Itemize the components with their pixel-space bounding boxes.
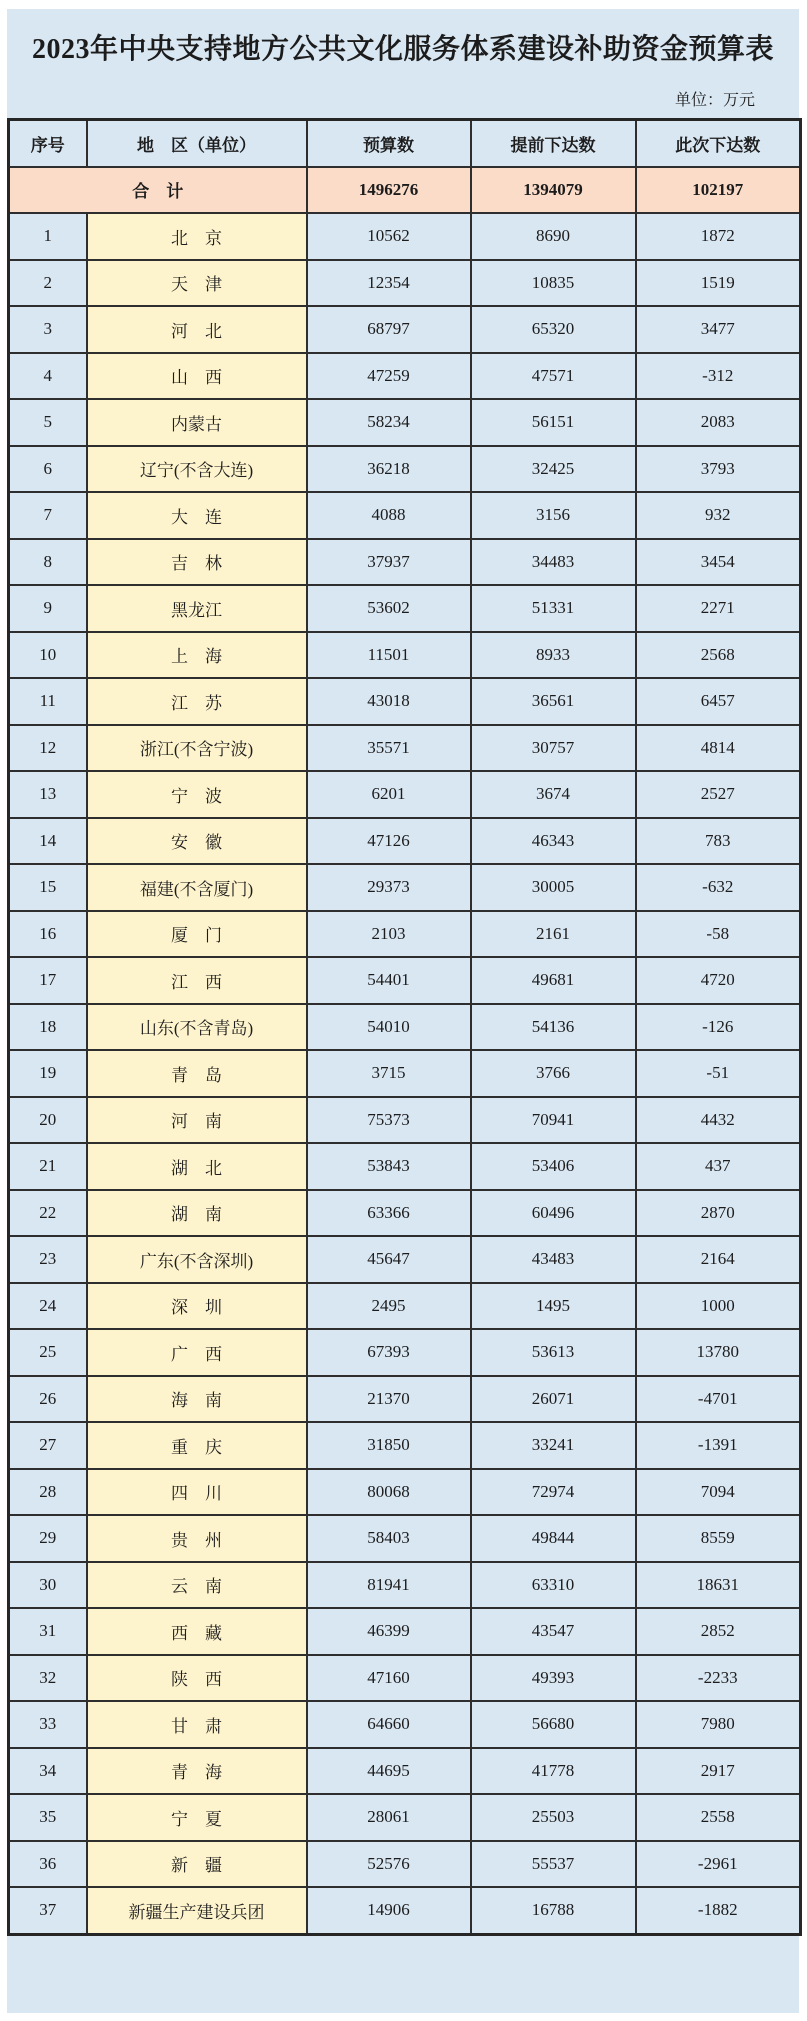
current-cell: 437 xyxy=(636,1143,801,1190)
table-row xyxy=(9,213,801,260)
current-cell: -312 xyxy=(636,353,801,400)
table-row xyxy=(9,771,801,818)
budget-cell: 68797 xyxy=(307,306,471,353)
region-cell: 辽宁(不含大连) xyxy=(87,446,307,493)
region-cell: 厦 门 xyxy=(87,911,307,958)
budget-cell: 31850 xyxy=(307,1422,471,1469)
table-row xyxy=(9,678,801,725)
region-cell: 河 北 xyxy=(87,306,307,353)
current-cell: 2527 xyxy=(636,771,801,818)
row-index-cell: 21 xyxy=(9,1143,87,1190)
row-index-cell: 6 xyxy=(9,446,87,493)
advance-cell: 72974 xyxy=(471,1469,636,1516)
table-row xyxy=(9,1376,801,1423)
total-current-value: 102197 xyxy=(636,167,801,214)
column-header-region: 地 区（单位） xyxy=(87,120,307,167)
header-row xyxy=(9,120,801,167)
budget-cell: 67393 xyxy=(307,1329,471,1376)
budget-cell: 75373 xyxy=(307,1097,471,1144)
budget-cell: 4088 xyxy=(307,492,471,539)
region-cell: 广东(不含深圳) xyxy=(87,1236,307,1283)
advance-cell: 43547 xyxy=(471,1608,636,1655)
advance-cell: 30005 xyxy=(471,864,636,911)
budget-cell: 29373 xyxy=(307,864,471,911)
current-cell: -1391 xyxy=(636,1422,801,1469)
column-header-advance: 提前下达数 xyxy=(471,120,636,167)
table-row xyxy=(9,492,801,539)
table-row xyxy=(9,260,801,307)
region-cell: 湖 南 xyxy=(87,1190,307,1237)
table-row xyxy=(9,399,801,446)
row-index-cell: 10 xyxy=(9,632,87,679)
current-cell: 7980 xyxy=(636,1701,801,1748)
region-cell: 广 西 xyxy=(87,1329,307,1376)
table-row xyxy=(9,1748,801,1795)
budget-cell: 28061 xyxy=(307,1794,471,1841)
budget-cell: 37937 xyxy=(307,539,471,586)
row-index-cell: 25 xyxy=(9,1329,87,1376)
region-cell: 深 圳 xyxy=(87,1283,307,1330)
advance-cell: 54136 xyxy=(471,1004,636,1051)
row-index-cell: 33 xyxy=(9,1701,87,1748)
row-index-cell: 24 xyxy=(9,1283,87,1330)
row-index-cell: 19 xyxy=(9,1050,87,1097)
advance-cell: 33241 xyxy=(471,1422,636,1469)
current-cell: 783 xyxy=(636,818,801,865)
row-index-cell: 1 xyxy=(9,213,87,260)
current-cell: -58 xyxy=(636,911,801,958)
total-label: 合 计 xyxy=(9,167,307,214)
budget-cell: 2103 xyxy=(307,911,471,958)
current-cell: -632 xyxy=(636,864,801,911)
advance-cell: 53406 xyxy=(471,1143,636,1190)
table-row xyxy=(9,1887,801,1934)
current-cell: 2568 xyxy=(636,632,801,679)
column-header-budget: 预算数 xyxy=(307,120,471,167)
row-index-cell: 13 xyxy=(9,771,87,818)
region-cell: 青 岛 xyxy=(87,1050,307,1097)
row-index-cell: 15 xyxy=(9,864,87,911)
region-cell: 青 海 xyxy=(87,1748,307,1795)
table-row xyxy=(9,1469,801,1516)
advance-cell: 16788 xyxy=(471,1887,636,1934)
budget-cell: 43018 xyxy=(307,678,471,725)
region-cell: 新 疆 xyxy=(87,1841,307,1888)
budget-cell: 64660 xyxy=(307,1701,471,1748)
table-row xyxy=(9,1794,801,1841)
region-cell: 贵 州 xyxy=(87,1515,307,1562)
budget-cell: 45647 xyxy=(307,1236,471,1283)
advance-cell: 60496 xyxy=(471,1190,636,1237)
row-index-cell: 28 xyxy=(9,1469,87,1516)
table-row xyxy=(9,911,801,958)
advance-cell: 34483 xyxy=(471,539,636,586)
current-cell: 2852 xyxy=(636,1608,801,1655)
region-cell: 天 津 xyxy=(87,260,307,307)
total-advance-value: 1394079 xyxy=(471,167,636,214)
region-cell: 四 川 xyxy=(87,1469,307,1516)
table-row xyxy=(9,1236,801,1283)
row-index-cell: 22 xyxy=(9,1190,87,1237)
row-index-cell: 9 xyxy=(9,585,87,632)
advance-cell: 3156 xyxy=(471,492,636,539)
row-index-cell: 35 xyxy=(9,1794,87,1841)
budget-cell: 35571 xyxy=(307,725,471,772)
region-cell: 浙江(不含宁波) xyxy=(87,725,307,772)
table-row xyxy=(9,1143,801,1190)
current-cell: 3454 xyxy=(636,539,801,586)
advance-cell: 32425 xyxy=(471,446,636,493)
table-row xyxy=(9,1422,801,1469)
current-cell: 4720 xyxy=(636,957,801,1004)
budget-cell: 54401 xyxy=(307,957,471,1004)
budget-cell: 44695 xyxy=(307,1748,471,1795)
current-cell: -4701 xyxy=(636,1376,801,1423)
advance-cell: 63310 xyxy=(471,1562,636,1609)
row-index-cell: 32 xyxy=(9,1655,87,1702)
table-row xyxy=(9,585,801,632)
current-cell: 4814 xyxy=(636,725,801,772)
table-row xyxy=(9,1841,801,1888)
advance-cell: 49844 xyxy=(471,1515,636,1562)
region-cell: 大 连 xyxy=(87,492,307,539)
advance-cell: 56151 xyxy=(471,399,636,446)
region-cell: 山 西 xyxy=(87,353,307,400)
table-row xyxy=(9,1608,801,1655)
region-cell: 河 南 xyxy=(87,1097,307,1144)
row-index-cell: 3 xyxy=(9,306,87,353)
current-cell: 932 xyxy=(636,492,801,539)
region-cell: 山东(不含青岛) xyxy=(87,1004,307,1051)
budget-cell: 21370 xyxy=(307,1376,471,1423)
table-row xyxy=(9,1050,801,1097)
document-page xyxy=(7,9,799,2013)
advance-cell: 2161 xyxy=(471,911,636,958)
region-cell: 上 海 xyxy=(87,632,307,679)
current-cell: 2870 xyxy=(636,1190,801,1237)
current-cell: 2558 xyxy=(636,1794,801,1841)
advance-cell: 46343 xyxy=(471,818,636,865)
budget-cell: 14906 xyxy=(307,1887,471,1934)
current-cell: 18631 xyxy=(636,1562,801,1609)
advance-cell: 3674 xyxy=(471,771,636,818)
row-index-cell: 8 xyxy=(9,539,87,586)
row-index-cell: 14 xyxy=(9,818,87,865)
budget-table xyxy=(7,118,802,1936)
advance-cell: 49681 xyxy=(471,957,636,1004)
current-cell: 1000 xyxy=(636,1283,801,1330)
region-cell: 黑龙江 xyxy=(87,585,307,632)
current-cell: 2083 xyxy=(636,399,801,446)
budget-cell: 63366 xyxy=(307,1190,471,1237)
row-index-cell: 7 xyxy=(9,492,87,539)
advance-cell: 41778 xyxy=(471,1748,636,1795)
region-cell: 宁 波 xyxy=(87,771,307,818)
budget-cell: 47160 xyxy=(307,1655,471,1702)
row-index-cell: 20 xyxy=(9,1097,87,1144)
budget-cell: 36218 xyxy=(307,446,471,493)
region-cell: 西 藏 xyxy=(87,1608,307,1655)
current-cell: 3793 xyxy=(636,446,801,493)
current-cell: 4432 xyxy=(636,1097,801,1144)
budget-cell: 10562 xyxy=(307,213,471,260)
table-row xyxy=(9,306,801,353)
region-cell: 安 徽 xyxy=(87,818,307,865)
advance-cell: 1495 xyxy=(471,1283,636,1330)
table-row xyxy=(9,1190,801,1237)
table-row xyxy=(9,864,801,911)
region-cell: 北 京 xyxy=(87,213,307,260)
region-cell: 宁 夏 xyxy=(87,1794,307,1841)
current-cell: -51 xyxy=(636,1050,801,1097)
region-cell: 云 南 xyxy=(87,1562,307,1609)
region-cell: 内蒙古 xyxy=(87,399,307,446)
row-index-cell: 37 xyxy=(9,1887,87,1934)
advance-cell: 47571 xyxy=(471,353,636,400)
total-budget-value: 1496276 xyxy=(307,167,471,214)
table-row xyxy=(9,725,801,772)
column-header-current: 此次下达数 xyxy=(636,120,801,167)
budget-cell: 58234 xyxy=(307,399,471,446)
row-index-cell: 11 xyxy=(9,678,87,725)
table-row xyxy=(9,1655,801,1702)
table-row xyxy=(9,1329,801,1376)
advance-cell: 65320 xyxy=(471,306,636,353)
region-cell: 吉 林 xyxy=(87,539,307,586)
advance-cell: 30757 xyxy=(471,725,636,772)
advance-cell: 26071 xyxy=(471,1376,636,1423)
table-row xyxy=(9,1283,801,1330)
advance-cell: 3766 xyxy=(471,1050,636,1097)
table-row xyxy=(9,1515,801,1562)
budget-cell: 11501 xyxy=(307,632,471,679)
region-cell: 福建(不含厦门) xyxy=(87,864,307,911)
budget-cell: 46399 xyxy=(307,1608,471,1655)
row-index-cell: 34 xyxy=(9,1748,87,1795)
current-cell: -2961 xyxy=(636,1841,801,1888)
table-row xyxy=(9,539,801,586)
row-index-cell: 4 xyxy=(9,353,87,400)
current-cell: 13780 xyxy=(636,1329,801,1376)
budget-cell: 47126 xyxy=(307,818,471,865)
budget-cell: 53843 xyxy=(307,1143,471,1190)
budget-cell: 52576 xyxy=(307,1841,471,1888)
budget-cell: 2495 xyxy=(307,1283,471,1330)
row-index-cell: 26 xyxy=(9,1376,87,1423)
row-index-cell: 27 xyxy=(9,1422,87,1469)
row-index-cell: 18 xyxy=(9,1004,87,1051)
current-cell: -1882 xyxy=(636,1887,801,1934)
row-index-cell: 2 xyxy=(9,260,87,307)
region-cell: 重 庆 xyxy=(87,1422,307,1469)
region-cell: 陕 西 xyxy=(87,1655,307,1702)
table-row xyxy=(9,446,801,493)
advance-cell: 53613 xyxy=(471,1329,636,1376)
table-row xyxy=(9,957,801,1004)
budget-cell: 81941 xyxy=(307,1562,471,1609)
row-index-cell: 36 xyxy=(9,1841,87,1888)
table-row xyxy=(9,1004,801,1051)
advance-cell: 36561 xyxy=(471,678,636,725)
region-cell: 新疆生产建设兵团 xyxy=(87,1887,307,1934)
current-cell: 2271 xyxy=(636,585,801,632)
total-row xyxy=(9,167,801,214)
budget-cell: 53602 xyxy=(307,585,471,632)
advance-cell: 56680 xyxy=(471,1701,636,1748)
advance-cell: 8933 xyxy=(471,632,636,679)
table-row xyxy=(9,818,801,865)
current-cell: 1872 xyxy=(636,213,801,260)
current-cell: 3477 xyxy=(636,306,801,353)
budget-cell: 6201 xyxy=(307,771,471,818)
region-cell: 甘 肃 xyxy=(87,1701,307,1748)
column-header-index: 序号 xyxy=(9,120,87,167)
current-cell: 2917 xyxy=(636,1748,801,1795)
row-index-cell: 31 xyxy=(9,1608,87,1655)
current-cell: 7094 xyxy=(636,1469,801,1516)
advance-cell: 10835 xyxy=(471,260,636,307)
row-index-cell: 16 xyxy=(9,911,87,958)
row-index-cell: 23 xyxy=(9,1236,87,1283)
region-cell: 江 苏 xyxy=(87,678,307,725)
row-index-cell: 12 xyxy=(9,725,87,772)
table-row xyxy=(9,632,801,679)
table-row xyxy=(9,353,801,400)
advance-cell: 51331 xyxy=(471,585,636,632)
advance-cell: 8690 xyxy=(471,213,636,260)
advance-cell: 49393 xyxy=(471,1655,636,1702)
table-row xyxy=(9,1097,801,1144)
budget-cell: 80068 xyxy=(307,1469,471,1516)
row-index-cell: 17 xyxy=(9,957,87,1004)
budget-cell: 54010 xyxy=(307,1004,471,1051)
budget-cell: 58403 xyxy=(307,1515,471,1562)
page-title: 2023年中央支持地方公共文化服务体系建设补助资金预算表 xyxy=(31,34,774,65)
advance-cell: 70941 xyxy=(471,1097,636,1144)
budget-cell: 47259 xyxy=(307,353,471,400)
current-cell: -2233 xyxy=(636,1655,801,1702)
table-row xyxy=(9,1701,801,1748)
row-index-cell: 29 xyxy=(9,1515,87,1562)
advance-cell: 55537 xyxy=(471,1841,636,1888)
advance-cell: 43483 xyxy=(471,1236,636,1283)
advance-cell: 25503 xyxy=(471,1794,636,1841)
budget-cell: 3715 xyxy=(307,1050,471,1097)
current-cell: 6457 xyxy=(636,678,801,725)
current-cell: 8559 xyxy=(636,1515,801,1562)
row-index-cell: 30 xyxy=(9,1562,87,1609)
budget-cell: 12354 xyxy=(307,260,471,307)
region-cell: 湖 北 xyxy=(87,1143,307,1190)
current-cell: 2164 xyxy=(636,1236,801,1283)
row-index-cell: 5 xyxy=(9,399,87,446)
table-row xyxy=(9,1562,801,1609)
current-cell: 1519 xyxy=(636,260,801,307)
region-cell: 海 南 xyxy=(87,1376,307,1423)
region-cell: 江 西 xyxy=(87,957,307,1004)
current-cell: -126 xyxy=(636,1004,801,1051)
unit-note: 单位：万元 xyxy=(674,92,755,109)
